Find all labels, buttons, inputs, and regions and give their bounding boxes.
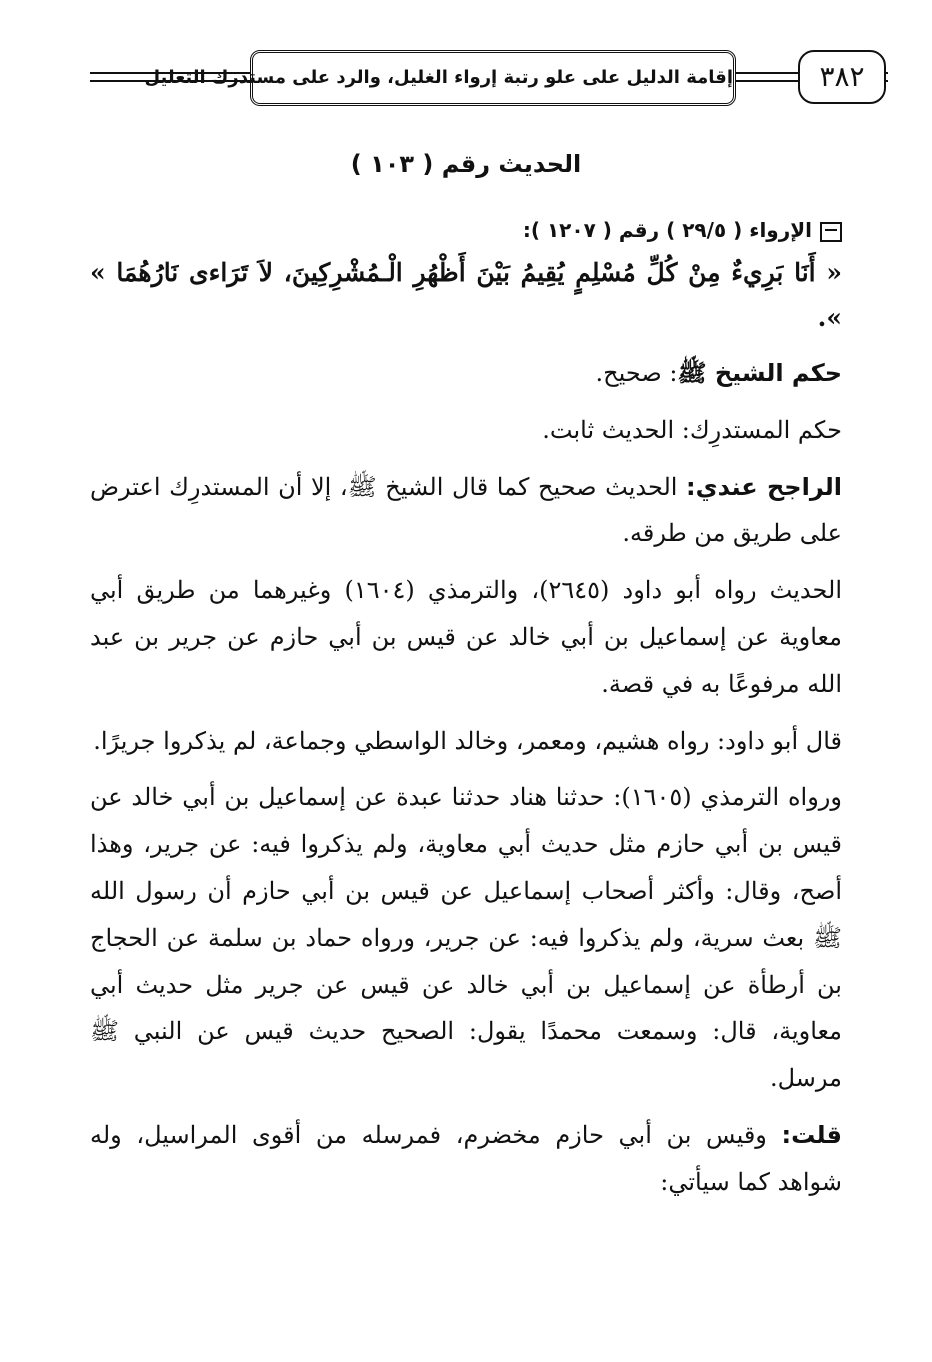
hadith-title: الحديث رقم ( ١٠٣ ) xyxy=(350,150,582,178)
irwa-reference-text: الإرواء ( ٢٩/٥ ) رقم ( ١٢٠٧ ): xyxy=(522,218,812,242)
book-icon xyxy=(820,222,842,242)
rajih-label: الراجح عندي: xyxy=(686,472,842,501)
sheikh-ruling-value: : صحيح. xyxy=(595,359,678,387)
body-paragraph-2: قال أبو داود: رواه هشيم، ومعمر، وخالد الواسطي وجماعة، لم يذكروا جريرًا. xyxy=(93,726,842,755)
running-header-title: إقامة الدليل على علو رتبة إرواء الغليل، والرد على مستدرك التعليل xyxy=(250,50,736,106)
mustadrik-ruling: حكم المستدرِك: الحديث ثابت. xyxy=(542,415,842,444)
irwa-reference xyxy=(90,210,842,250)
sheikh-ruling xyxy=(90,350,842,397)
qultu-label: قلت: xyxy=(781,1120,842,1149)
qultu-text: وقيس بن أبي حازم مخضرم، فمرسله من أقوى المراسيل، وله شواهد كما سيأتي: xyxy=(90,1120,842,1196)
hadith-text: « أَنَا بَرِيءٌ مِنْ كُلِّ مُسْلِمٍ يُقِيمُ بَيْنَ أَظْهُرِ الْـمُشْرِكِينَ، لاَ تَرَاءى نَارُهُمَا » ». xyxy=(90,258,842,332)
rajih-paragraph xyxy=(90,464,842,558)
rajih-text: الحديث صحيح كما قال الشيخ ﷺ، إلا أن المستدرِك اعترض على طريق من طرقه. xyxy=(90,472,842,548)
body-paragraph-1: الحديث رواه أبو داود (٢٦٤٥)، والترمذي (١٦٠٤) وغيرهما من طريق أبي معاوية عن إسماعيل بن أبي خالد عن قيس بن أبي حازم عن جرير بن عبد الله مرفوعًا به في قصة. xyxy=(90,576,842,698)
body-paragraph-3: ورواه الترمذي (١٦٠٥): حدثنا هناد حدثنا عبدة عن إسماعيل بن أبي خالد عن قيس بن أبي حازم مثل حديث أبي معاوية، ولم يذكروا فيه: عن جرير، وهذا أصح، وقال: وأكثر أصحاب إسماعيل عن قيس بن أبي حازم أن رسول الله ﷺ بعث سرية، ولم يذكروا فيه: عن جرير، ورواه حماد بن سلمة عن الحجاج بن أرطأة عن إسماعيل بن أبي خالد عن قيس عن جرير مثل حديث أبي معاوية، قال: وسمعت محمدًا يقول: الصحيح حديث قيس عن النبي ﷺ مرسل. xyxy=(90,783,843,1093)
page-number: ٣٨٢ xyxy=(798,50,886,104)
page-content xyxy=(90,210,842,1206)
qultu-paragraph xyxy=(90,1112,842,1206)
sheikh-ruling-label: حكم الشيخ ﷺ xyxy=(677,359,842,387)
